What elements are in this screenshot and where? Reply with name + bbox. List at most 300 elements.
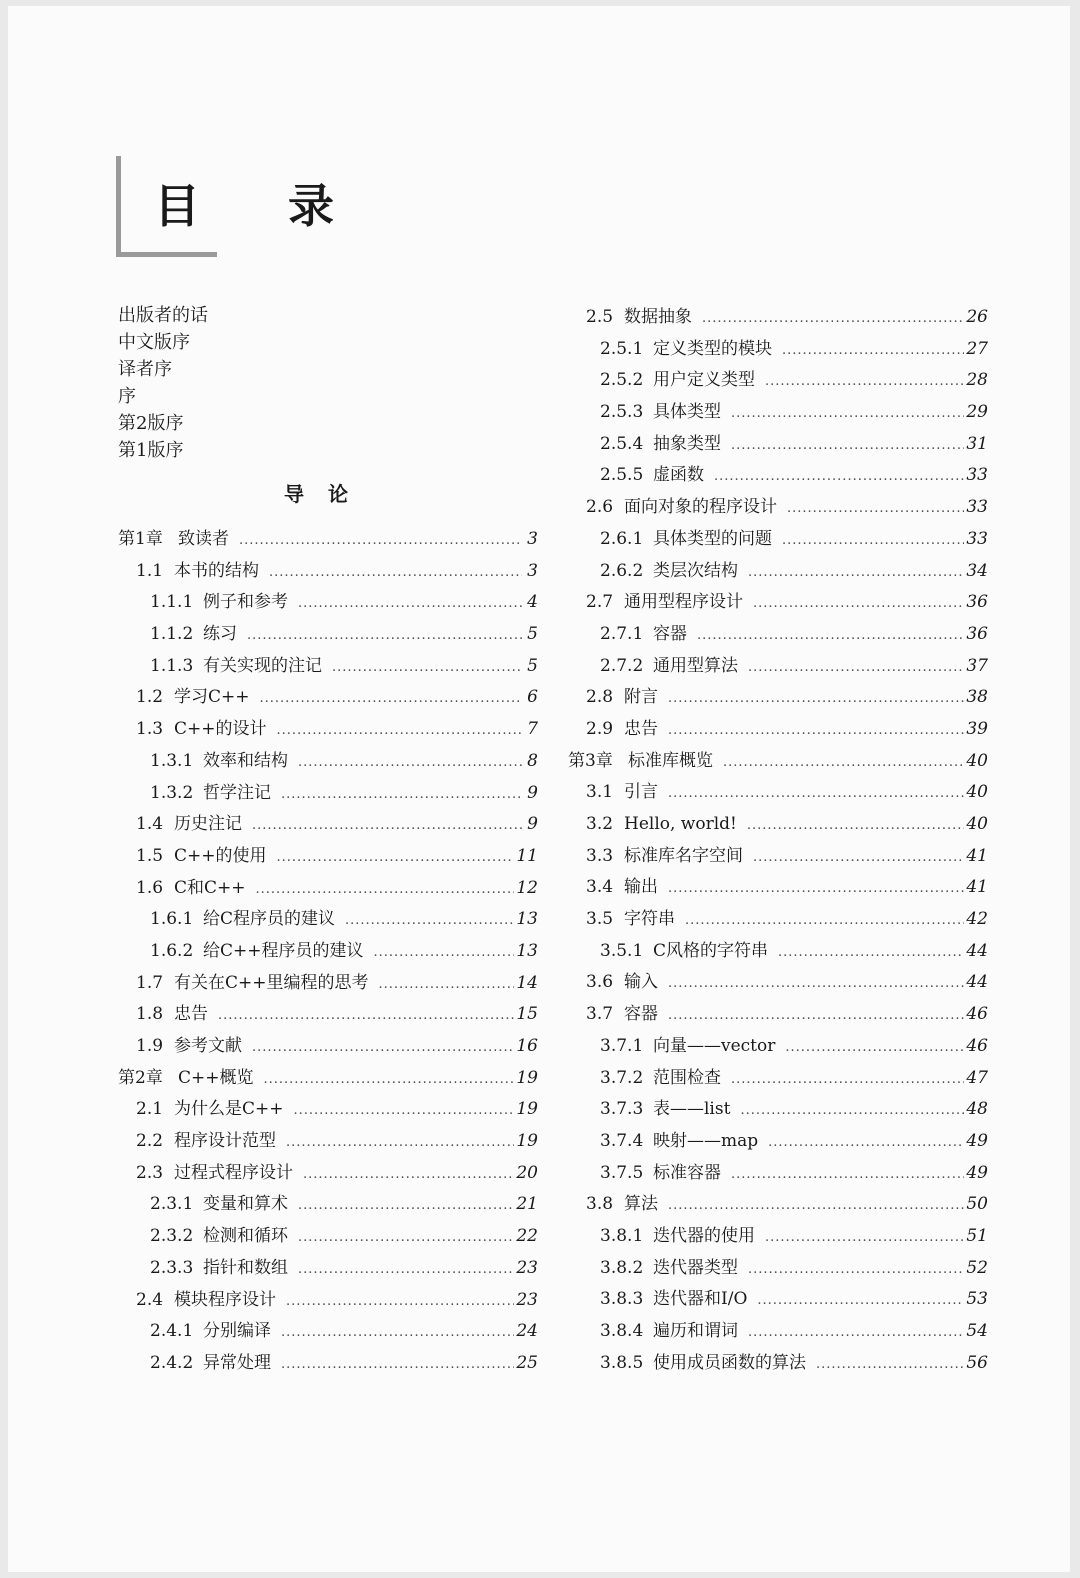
- toc-entry: [118, 1285, 538, 1317]
- toc-number: 3.8.3: [600, 1289, 644, 1310]
- toc-entry: [118, 968, 538, 1000]
- toc-page-number: 48: [966, 1099, 988, 1120]
- toc-leader-dots: [277, 842, 515, 874]
- toc-label: 标准库概览: [628, 750, 713, 771]
- toc-leader-dots: [668, 715, 964, 747]
- toc-page-number: 5: [527, 624, 538, 645]
- toc-leader-dots: [748, 1254, 964, 1286]
- toc-number: 2.5: [586, 307, 614, 327]
- toc-page-number: 24: [516, 1321, 538, 1342]
- front-matter-item: 出版者的话: [118, 305, 208, 326]
- toc-page-number: 16: [516, 1036, 538, 1056]
- toc-entry: [568, 1094, 988, 1126]
- toc-label: 参考文献: [174, 1036, 242, 1056]
- toc-number: 1.5: [136, 845, 164, 866]
- toc-page-number: 28: [966, 370, 988, 391]
- toc-leader-dots: [374, 937, 515, 969]
- toc-entry: [568, 682, 988, 714]
- toc-number: 2.8: [586, 687, 614, 708]
- toc-leader-dots: [668, 1000, 964, 1032]
- toc-leader-dots: [753, 842, 964, 874]
- toc-page-number: 53: [966, 1289, 988, 1310]
- toc-label: 效率和结构: [203, 750, 288, 771]
- toc-entry: [568, 492, 988, 524]
- toc-label: 程序设计范型: [174, 1131, 276, 1152]
- toc-number: 1.7: [136, 972, 164, 993]
- page-title: 目录: [154, 179, 422, 233]
- toc-entry: [568, 556, 988, 588]
- toc-page-number: 50: [966, 1194, 988, 1215]
- toc-page-number: 40: [966, 782, 988, 803]
- toc-entry: [118, 1316, 538, 1348]
- toc-page-number: 21: [516, 1194, 538, 1215]
- toc-label: 向量——vector: [653, 1035, 776, 1056]
- toc-label: 具体类型的问题: [653, 528, 772, 549]
- toc-page-number: 33: [966, 497, 988, 518]
- toc-page-number: 6: [527, 687, 538, 708]
- toc-entry: [568, 334, 988, 366]
- toc-number: 1.3.1: [150, 750, 194, 771]
- toc-page-number: 14: [516, 972, 538, 993]
- toc-page-number: 49: [966, 1130, 988, 1151]
- toc-entry: [568, 1253, 988, 1285]
- toc-page-number: 33: [966, 465, 988, 486]
- toc-number: 2.4: [136, 1289, 164, 1310]
- toc-label: 用户定义类型: [653, 370, 755, 391]
- toc-leader-dots: [256, 874, 515, 906]
- toc-label: 面向对象的程序设计: [624, 497, 777, 518]
- toc-leader-dots: [668, 1190, 964, 1222]
- toc-entry: [118, 778, 538, 810]
- toc-label: 有关实现的注记: [203, 655, 322, 676]
- toc-label: 迭代器和I/O: [653, 1289, 748, 1310]
- toc-leader-dots: [748, 557, 964, 589]
- toc-right-list: [568, 302, 988, 1379]
- toc-number: 2.5.4: [600, 433, 644, 454]
- toc-label: 映射——map: [653, 1130, 759, 1151]
- toc-leader-dots: [277, 715, 523, 747]
- toc-entry: [568, 1284, 988, 1316]
- toc-label: 分别编译: [203, 1321, 271, 1342]
- toc-page-number: 36: [966, 623, 988, 644]
- toc-entry: [118, 936, 538, 968]
- front-matter-item: 译者序: [118, 359, 172, 380]
- toc-entry: [568, 397, 988, 429]
- toc-leader-dots: [668, 968, 964, 1000]
- toc-label: C和C++: [174, 877, 246, 898]
- toc-page-number: 49: [966, 1162, 988, 1183]
- toc-right-column: [568, 302, 988, 1379]
- toc-entry: [568, 1316, 988, 1348]
- toc-label: 范围检查: [653, 1067, 721, 1088]
- toc-leader-dots: [668, 683, 964, 715]
- toc-page-number: 51: [966, 1225, 988, 1246]
- toc-number: 2.7: [586, 592, 614, 613]
- toc-page-number: 42: [966, 909, 988, 930]
- toc-entry: [118, 1253, 538, 1285]
- toc-entry: [568, 1348, 988, 1380]
- toc-page-number: 9: [527, 814, 538, 835]
- toc-label: 定义类型的模块: [653, 338, 772, 359]
- toc-page-number: 19: [516, 1099, 538, 1120]
- toc-leader-dots: [731, 398, 964, 430]
- toc-entry: [118, 556, 538, 588]
- toc-label: 字符串: [624, 909, 675, 930]
- toc-number: 1.1: [136, 560, 164, 581]
- toc-label: 练习: [203, 624, 237, 645]
- toc-entry: [118, 524, 538, 556]
- toc-entry: [118, 1348, 538, 1380]
- toc-entry: [568, 967, 988, 999]
- toc-entry: [568, 904, 988, 936]
- toc-number: 3.2: [586, 814, 614, 834]
- toc-number: 3.7.1: [600, 1035, 644, 1056]
- toc-page-number: 37: [966, 655, 988, 676]
- toc-number: 2.5.1: [600, 338, 644, 359]
- toc-leader-dots: [252, 810, 522, 842]
- toc-leader-dots: [252, 1032, 514, 1064]
- toc-number: 3.8: [586, 1194, 614, 1215]
- toc-label: 通用型算法: [653, 655, 738, 676]
- toc-number: 2.3.2: [150, 1226, 194, 1247]
- toc-entry: [568, 1221, 988, 1253]
- toc-number: 2.3: [136, 1162, 164, 1183]
- toc-leader-dots: [747, 810, 964, 842]
- toc-leader-dots: [298, 747, 522, 779]
- toc-entry: [118, 1126, 538, 1158]
- toc-entry: [118, 746, 538, 778]
- toc-number: 1.2: [136, 687, 164, 708]
- toc-number: 1.3: [136, 719, 164, 740]
- toc-entry: [568, 524, 988, 556]
- toc-page-number: 47: [966, 1067, 988, 1088]
- toc-label: 数据抽象: [624, 307, 692, 327]
- section-header: 导论: [284, 482, 372, 506]
- toc-number: 2.7.1: [600, 623, 644, 644]
- toc-leader-dots: [768, 1127, 964, 1159]
- toc-leader-dots: [286, 1286, 514, 1318]
- toc-label: 学习C++: [174, 687, 250, 708]
- toc-page-number: 19: [516, 1067, 538, 1088]
- toc-page-number: 39: [966, 718, 988, 739]
- toc-left-list: [118, 524, 538, 1380]
- toc-page-number: 12: [516, 877, 538, 898]
- toc-page-number: 34: [966, 560, 988, 581]
- toc-entry: [568, 746, 988, 778]
- toc-number: 第1章: [118, 529, 163, 549]
- toc-leader-dots: [264, 1064, 515, 1096]
- toc-label: 容器: [624, 1004, 658, 1025]
- toc-label: 标准容器: [653, 1162, 721, 1183]
- toc-page-number: 22: [516, 1226, 538, 1247]
- toc-number: 1.1.2: [150, 624, 194, 645]
- toc-page-number: 23: [516, 1289, 538, 1310]
- toc-leader-dots: [785, 1032, 964, 1064]
- toc-entry: [568, 1158, 988, 1190]
- toc-number: 第2章: [118, 1067, 163, 1088]
- toc-entry: [118, 1094, 538, 1126]
- toc-entry: [568, 619, 988, 651]
- toc-leader-dots: [731, 430, 964, 462]
- toc-label: 输出: [624, 877, 658, 898]
- toc-label: 标准库名字空间: [624, 845, 743, 866]
- toc-entry: [568, 1031, 988, 1063]
- toc-number: 1.6.2: [150, 940, 194, 961]
- toc-entry: [568, 460, 988, 492]
- toc-entry: [568, 1063, 988, 1095]
- toc-page-number: 7: [527, 719, 538, 740]
- toc-label: 给C++程序员的建议: [203, 940, 364, 961]
- toc-label: 致读者: [178, 529, 229, 549]
- toc-leader-dots: [668, 873, 964, 905]
- toc-entry: [118, 651, 538, 683]
- toc-leader-dots: [748, 652, 964, 684]
- toc-page-number: 5: [527, 655, 538, 676]
- toc-entry: [118, 1189, 538, 1221]
- toc-page-number: 33: [966, 528, 988, 549]
- toc-label: 检测和循环: [203, 1226, 288, 1247]
- toc-number: 第3章: [568, 750, 613, 771]
- toc-label: 算法: [624, 1194, 658, 1215]
- toc-page-number: 40: [966, 814, 988, 834]
- front-matter-item: 序: [118, 386, 136, 407]
- toc-label: 迭代器的使用: [653, 1225, 755, 1246]
- toc-entry: [568, 365, 988, 397]
- toc-label: 历史注记: [174, 814, 242, 835]
- toc-leader-dots: [239, 525, 522, 557]
- toc-label: 例子和参考: [203, 592, 288, 613]
- toc-leader-dots: [753, 588, 964, 620]
- toc-number: 2.6.1: [600, 528, 644, 549]
- toc-number: 3.1: [586, 782, 614, 803]
- toc-leader-dots: [247, 620, 522, 652]
- toc-number: 3.8.2: [600, 1257, 644, 1278]
- toc-number: 1.6: [136, 877, 164, 898]
- toc-leader-dots: [787, 493, 964, 525]
- toc-page-number: 13: [516, 909, 538, 930]
- toc-page-number: 25: [516, 1352, 538, 1373]
- toc-leader-dots: [748, 1317, 964, 1349]
- toc-page-number: 40: [966, 750, 988, 771]
- toc-label: 忠告: [624, 718, 658, 739]
- toc-leader-dots: [723, 747, 964, 779]
- toc-number: 3.8.5: [600, 1352, 644, 1373]
- toc-entry: [568, 841, 988, 873]
- toc-leader-dots: [697, 620, 964, 652]
- toc-page-number: 46: [966, 1035, 988, 1056]
- toc-number: 2.3.3: [150, 1257, 194, 1278]
- toc-leader-dots: [740, 1095, 964, 1127]
- toc-leader-dots: [778, 937, 964, 969]
- toc-leader-dots: [332, 652, 522, 684]
- toc-label: 附言: [624, 687, 658, 708]
- toc-entry: [568, 714, 988, 746]
- toc-leader-dots: [269, 557, 522, 589]
- toc-entry: [118, 714, 538, 746]
- toc-leader-dots: [218, 1000, 514, 1032]
- toc-label: C++概览: [178, 1067, 254, 1088]
- toc-page-number: 46: [966, 1004, 988, 1025]
- toc-entry: [568, 429, 988, 461]
- toc-entry: [118, 619, 538, 651]
- toc-leader-dots: [298, 1190, 514, 1222]
- toc-page-number: 41: [966, 845, 988, 866]
- toc-entry: [118, 587, 538, 619]
- toc-page-number: 31: [966, 433, 988, 454]
- toc-leader-dots: [702, 303, 964, 335]
- toc-leader-dots: [765, 1222, 964, 1254]
- toc-leader-dots: [782, 525, 964, 557]
- toc-number: 2.4.2: [150, 1352, 194, 1373]
- toc-number: 3.6: [586, 972, 614, 993]
- toc-entry: [118, 873, 538, 905]
- toc-leader-dots: [816, 1349, 964, 1381]
- toc-number: 1.4: [136, 814, 164, 835]
- toc-page-number: 3: [527, 560, 538, 581]
- toc-number: 1.9: [136, 1036, 164, 1056]
- toc-page-number: 29: [966, 402, 988, 423]
- toc-left-column: [118, 302, 538, 1380]
- toc-page-number: 9: [527, 782, 538, 803]
- toc-label: Hello, world!: [624, 814, 737, 834]
- toc-label: 通用型程序设计: [624, 592, 743, 613]
- document-page: [8, 6, 1070, 1572]
- toc-number: 2.1: [136, 1099, 164, 1120]
- toc-number: 2.6: [586, 497, 614, 518]
- toc-leader-dots: [286, 1127, 514, 1159]
- toc-leader-dots: [765, 366, 964, 398]
- toc-number: 2.9: [586, 718, 614, 739]
- toc-leader-dots: [281, 1317, 514, 1349]
- toc-number: 3.7: [586, 1004, 614, 1025]
- toc-label: 抽象类型: [653, 433, 721, 454]
- toc-page-number: 4: [527, 592, 538, 613]
- toc-leader-dots: [281, 779, 522, 811]
- toc-label: 忠告: [174, 1004, 208, 1025]
- toc-leader-dots: [281, 1349, 514, 1381]
- toc-leader-dots: [298, 1222, 514, 1254]
- toc-page-number: 8: [527, 750, 538, 771]
- toc-page-number: 20: [516, 1162, 538, 1183]
- front-matter-item: 第2版序: [118, 413, 184, 434]
- toc-label: 指针和数组: [203, 1257, 288, 1278]
- toc-page-number: 41: [966, 877, 988, 898]
- front-matter-item: 中文版序: [118, 332, 190, 353]
- toc-entry: [118, 841, 538, 873]
- toc-number: 3.8.1: [600, 1225, 644, 1246]
- toc-entry: [568, 999, 988, 1031]
- toc-label: C++的设计: [174, 719, 267, 740]
- toc-label: 使用成员函数的算法: [653, 1352, 806, 1373]
- front-matter-item: 第1版序: [118, 440, 184, 461]
- toc-entry: [118, 1221, 538, 1253]
- toc-page-number: 52: [966, 1257, 988, 1278]
- toc-label: 哲学注记: [203, 782, 271, 803]
- toc-number: 1.3.2: [150, 782, 194, 803]
- toc-label: C++的使用: [174, 845, 267, 866]
- toc-entry: [568, 777, 988, 809]
- toc-entry: [568, 651, 988, 683]
- toc-page-number: 19: [516, 1131, 538, 1152]
- toc-page-number: 26: [966, 307, 988, 327]
- toc-page-number: 36: [966, 592, 988, 613]
- toc-number: 3.7.5: [600, 1162, 644, 1183]
- toc-entry: [568, 809, 988, 841]
- toc-number: 2.4.1: [150, 1321, 194, 1342]
- toc-leader-dots: [782, 335, 964, 367]
- toc-page-number: 3: [527, 529, 538, 549]
- toc-page-number: 44: [966, 940, 988, 961]
- toc-leader-dots: [668, 778, 964, 810]
- toc-leader-dots: [731, 1064, 964, 1096]
- toc-label: 本书的结构: [174, 560, 259, 581]
- toc-page-number: 38: [966, 687, 988, 708]
- toc-label: 变量和算术: [203, 1194, 288, 1215]
- toc-label: 过程式程序设计: [174, 1162, 293, 1183]
- toc-entry: [568, 872, 988, 904]
- toc-page-number: 27: [966, 338, 988, 359]
- toc-label: C风格的字符串: [653, 940, 769, 961]
- toc-page-number: 56: [966, 1352, 988, 1373]
- toc-number: 3.8.4: [600, 1321, 644, 1341]
- toc-leader-dots: [298, 588, 522, 620]
- toc-entry: [568, 1189, 988, 1221]
- toc-page-number: 15: [516, 1004, 538, 1025]
- toc-leader-dots: [379, 969, 515, 1001]
- toc-entry: [568, 936, 988, 968]
- toc-page-number: 13: [516, 940, 538, 961]
- toc-entry: [118, 904, 538, 936]
- toc-number: 1.1.1: [150, 592, 194, 613]
- toc-leader-dots: [260, 683, 523, 715]
- toc-leader-dots: [298, 1254, 514, 1286]
- toc-number: 3.4: [586, 877, 614, 898]
- toc-entry: [118, 999, 538, 1031]
- toc-entry: [568, 302, 988, 334]
- toc-page-number: 11: [516, 845, 538, 866]
- toc-number: 3.7.2: [600, 1067, 644, 1088]
- toc-label: 遍历和谓词: [653, 1321, 738, 1341]
- toc-label: 模块程序设计: [174, 1289, 276, 1310]
- toc-label: 为什么是C++: [174, 1099, 284, 1120]
- toc-number: 2.5.5: [600, 465, 644, 486]
- front-matter-list: [118, 302, 538, 464]
- toc-entry: [118, 1063, 538, 1095]
- toc-number: 2.2: [136, 1131, 164, 1152]
- toc-page-number: 23: [516, 1257, 538, 1278]
- toc-leader-dots: [294, 1095, 515, 1127]
- toc-number: 3.5.1: [600, 940, 644, 961]
- toc-leader-dots: [685, 905, 964, 937]
- toc-page-number: 44: [966, 972, 988, 993]
- toc-entry: [118, 809, 538, 841]
- toc-leader-dots: [345, 905, 514, 937]
- toc-number: 1.1.3: [150, 655, 194, 676]
- toc-entry: [118, 1031, 538, 1063]
- toc-label: 给C程序员的建议: [203, 909, 336, 930]
- toc-number: 3.3: [586, 845, 614, 866]
- toc-entry: [568, 587, 988, 619]
- toc-number: 2.3.1: [150, 1194, 194, 1215]
- toc-number: 3.7.3: [600, 1099, 644, 1120]
- toc-label: 迭代器类型: [653, 1257, 738, 1278]
- toc-label: 引言: [624, 782, 658, 803]
- toc-number: 3.7.4: [600, 1130, 644, 1151]
- toc-label: 表——list: [653, 1099, 731, 1120]
- toc-label: 虚函数: [653, 465, 704, 486]
- toc-entry: [568, 1126, 988, 1158]
- toc-number: 3.5: [586, 909, 614, 930]
